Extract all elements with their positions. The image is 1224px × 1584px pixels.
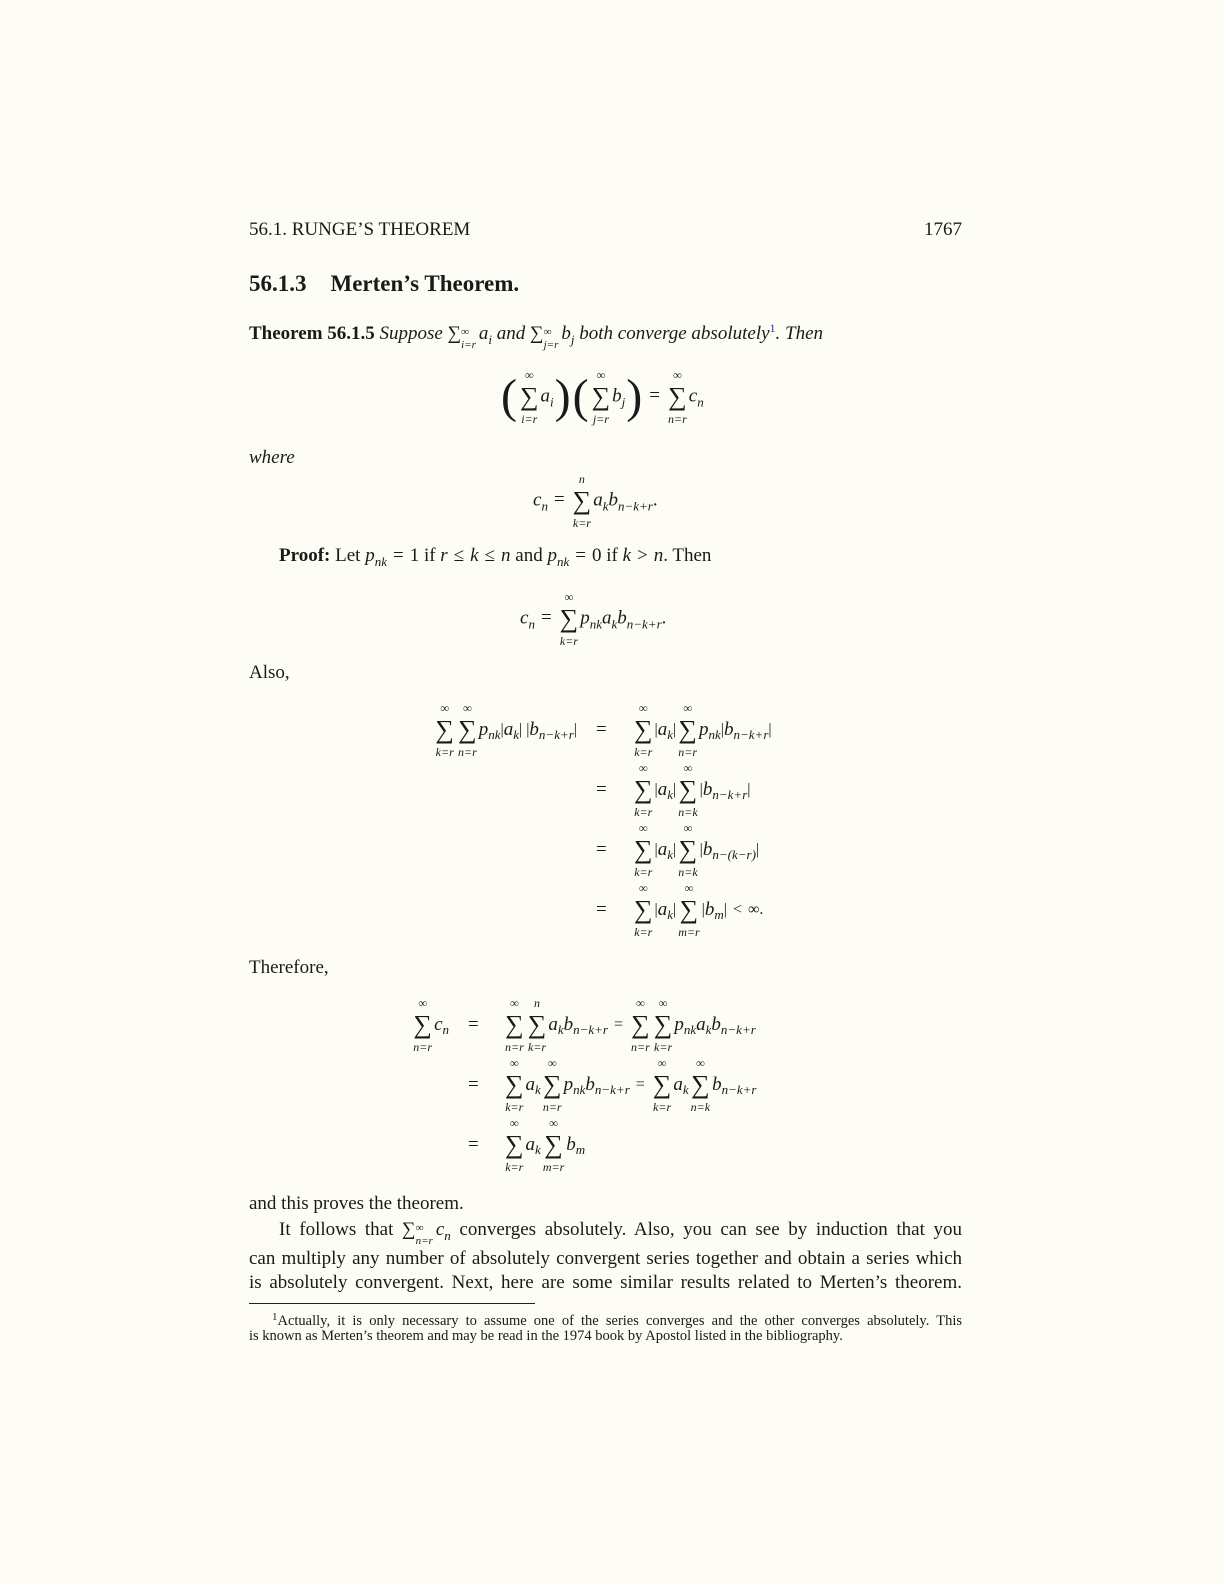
italic-text: and xyxy=(492,323,531,344)
summation xyxy=(543,1056,562,1114)
text: converges absolutely. Also, you can see by induction that you xyxy=(450,1219,962,1240)
math-subscript: nk xyxy=(683,1022,697,1037)
sum-upper-limit: ∞ xyxy=(696,1056,705,1070)
math-variable: k xyxy=(622,545,631,566)
inline-summation xyxy=(402,1218,436,1248)
sigma-symbol: ∑ xyxy=(679,895,699,924)
equals-sign: = xyxy=(596,779,607,800)
sum-lower-limit: k=r xyxy=(634,805,653,819)
text: | xyxy=(755,841,760,858)
inline-summation xyxy=(448,322,479,352)
math-variable: c xyxy=(533,489,542,511)
math-subscript: n−k+r xyxy=(721,1082,757,1097)
summation xyxy=(573,472,592,530)
sum-upper-limit: ∞ xyxy=(415,1222,424,1234)
footnote-reference: 1 xyxy=(769,321,776,335)
math-variable: b xyxy=(617,607,627,629)
math-variable: a xyxy=(696,1014,706,1035)
math-variable: b xyxy=(563,1014,574,1035)
text: . xyxy=(652,489,658,511)
math-subscript: nk xyxy=(488,727,501,742)
math-variable: b xyxy=(608,489,618,511)
sum-lower-limit: n=r xyxy=(415,1235,433,1247)
sum-upper-limit: ∞ xyxy=(418,996,427,1010)
math-variable: a xyxy=(478,323,489,344)
text: | xyxy=(500,721,504,738)
sigma-symbol: ∑ xyxy=(505,1010,524,1039)
math-subscript: n−k+r xyxy=(712,787,748,802)
math-operator: = xyxy=(575,545,586,566)
equation-rhs xyxy=(632,700,772,760)
summation xyxy=(631,996,650,1054)
math-subscript: k xyxy=(535,1082,541,1097)
text: | xyxy=(747,781,751,798)
sigma-symbol: ∑ xyxy=(591,382,611,411)
text: 0 if xyxy=(591,545,623,566)
sigma-symbol: ∑ xyxy=(435,715,454,744)
paragraph-line xyxy=(249,1247,962,1271)
math-operator: = xyxy=(649,385,660,407)
math-variable: a xyxy=(657,899,668,920)
sum-limits xyxy=(544,326,559,352)
text: | xyxy=(673,781,677,798)
sigma-symbol: ∑ xyxy=(634,775,653,804)
math-subscript: j xyxy=(570,332,575,347)
math-subscript: n xyxy=(697,394,704,410)
sigma-symbol: ∑ xyxy=(634,715,653,744)
math-subscript: n xyxy=(528,616,535,632)
sum-lower-limit: m=r xyxy=(678,925,700,939)
math-operator: < xyxy=(732,901,742,918)
math-variable: a xyxy=(657,779,668,800)
sum-lower-limit: n=r xyxy=(631,1040,650,1054)
math-variable: c xyxy=(688,385,698,407)
text: | xyxy=(673,721,677,738)
text: | xyxy=(654,901,658,918)
math-subscript: n xyxy=(442,1022,449,1037)
sum-upper-limit: ∞ xyxy=(549,1116,558,1130)
sigma-symbol: ∑ xyxy=(653,1010,673,1039)
math-subscript: k xyxy=(535,1142,541,1157)
sum-upper-limit: ∞ xyxy=(638,821,648,835)
sum-lower-limit: n=r xyxy=(413,1040,433,1054)
sum-lower-limit: j=r xyxy=(543,339,559,351)
sum-lower-limit: n=k xyxy=(678,805,698,819)
sigma-symbol: ∑ xyxy=(559,604,579,633)
text: . xyxy=(661,607,667,629)
math-variable: a xyxy=(525,1074,536,1095)
math-subscript: nk xyxy=(589,616,602,632)
math-subscript: n−k+r xyxy=(626,616,662,632)
equation-rhs xyxy=(632,880,763,940)
sum-upper-limit: ∞ xyxy=(461,326,469,338)
page-number: 1767 xyxy=(924,219,962,240)
big-parenthesis: ) xyxy=(554,370,571,423)
text: | xyxy=(768,721,772,738)
equation-rhs xyxy=(632,760,750,820)
section-heading xyxy=(249,271,519,297)
bold-label: Theorem 56.1.5 xyxy=(249,323,375,344)
sum-lower-limit: n=r xyxy=(542,1100,562,1114)
text: is absolutely convergent. Next, here are some similar results related to Merten’s theorem. xyxy=(249,1272,962,1293)
math-variable: p xyxy=(478,719,489,740)
sigma-symbol: ∑ xyxy=(631,1010,650,1039)
math-subscript: n−(k−r) xyxy=(712,847,756,862)
sum-upper-limit: ∞ xyxy=(543,326,552,338)
sum-upper-limit: n xyxy=(534,996,541,1010)
math-subscript: n−k+r xyxy=(538,727,574,742)
math-subscript: k xyxy=(667,907,674,922)
text: ∞. xyxy=(748,901,764,918)
text: | xyxy=(654,781,658,798)
footnote-text: Actually, it is only necessary to assume one of the series converges and the other converges absolutely. This xyxy=(277,1313,962,1329)
text: | xyxy=(673,901,677,918)
sum-upper-limit: ∞ xyxy=(509,1056,519,1070)
text: and this proves the theorem. xyxy=(249,1193,464,1214)
sigma-symbol: ∑ xyxy=(544,1130,563,1159)
math-subscript: i xyxy=(488,332,493,347)
sum-lower-limit: k=r xyxy=(572,516,591,530)
equals-sign: = xyxy=(468,1074,479,1095)
summation xyxy=(678,701,697,759)
sum-upper-limit: ∞ xyxy=(673,368,682,382)
italic-text: both converge absolutely xyxy=(574,323,770,344)
math-operator: ≤ xyxy=(453,545,465,566)
text: | xyxy=(673,841,677,858)
math-operator: = xyxy=(392,545,404,566)
sum-upper-limit: ∞ xyxy=(638,701,648,715)
summation xyxy=(634,701,653,759)
sigma-symbol: ∑ xyxy=(678,835,698,864)
math-variable: p xyxy=(674,1014,684,1035)
bold-label: Proof: xyxy=(279,545,331,566)
sum-lower-limit: n=r xyxy=(678,745,698,759)
sum-lower-limit: k=r xyxy=(634,865,653,879)
math-subscript: nk xyxy=(573,1082,586,1097)
sum-upper-limit: ∞ xyxy=(683,761,693,775)
math-subscript: j xyxy=(621,394,626,410)
summation xyxy=(505,1116,524,1174)
summation xyxy=(543,1116,564,1174)
sum-upper-limit: ∞ xyxy=(683,821,693,835)
inline-summation xyxy=(530,322,561,352)
where-text: where xyxy=(249,447,295,468)
theorem-statement xyxy=(249,316,962,352)
math-subscript: k xyxy=(611,616,618,632)
sum-lower-limit: n=r xyxy=(505,1040,524,1054)
sum-lower-limit: k=r xyxy=(528,1040,547,1054)
math-variable: c xyxy=(435,1219,445,1240)
text: 1 if xyxy=(409,545,441,566)
math-subscript: n−k+r xyxy=(594,1082,630,1097)
sum-upper-limit: n xyxy=(578,472,585,486)
math-subscript: k xyxy=(705,1022,712,1037)
math-variable: a xyxy=(657,839,668,860)
sum-upper-limit: ∞ xyxy=(636,996,645,1010)
italic-text: . Then xyxy=(775,323,824,344)
math-operator: = xyxy=(553,489,565,511)
equals-sign: = xyxy=(596,719,607,740)
math-subscript: k xyxy=(667,787,674,802)
math-subscript: nk xyxy=(556,554,570,569)
math-subscript: n−k+r xyxy=(617,498,653,514)
sigma-symbol: ∑ xyxy=(505,1070,524,1099)
equation-rhs xyxy=(632,820,759,880)
sum-upper-limit: ∞ xyxy=(596,368,606,382)
text: | xyxy=(654,841,658,858)
math-subscript: k xyxy=(682,1082,689,1097)
math-variable: a xyxy=(540,385,551,407)
sigma-symbol: ∑ xyxy=(527,1010,547,1039)
big-parenthesis: ) xyxy=(626,370,643,423)
math-subscript: n−k+r xyxy=(733,727,769,742)
equation-product-of-series xyxy=(500,368,704,426)
section-number: 56.1.3 xyxy=(249,271,307,296)
footnote-rule xyxy=(249,1303,535,1304)
math-subscript: nk xyxy=(374,554,387,569)
summation xyxy=(678,881,699,939)
sum-limits xyxy=(461,326,476,352)
sum-lower-limit: n=r xyxy=(668,412,687,426)
equals-sign: = xyxy=(468,1014,479,1035)
text: | xyxy=(720,721,724,738)
proof-intro xyxy=(279,544,992,574)
summation xyxy=(691,1056,710,1114)
summation xyxy=(458,701,477,759)
footnote-line: is known as Merten’s theorem and may be read in the 1974 book by Apostol listed in the bibliography. xyxy=(249,1328,843,1344)
text: Let xyxy=(330,545,366,566)
section-title: Merten’s Theorem. xyxy=(330,271,520,296)
math-variable: n xyxy=(653,545,664,566)
sigma-symbol: ∑ xyxy=(447,323,462,344)
summation xyxy=(668,368,687,426)
big-parenthesis: ( xyxy=(501,370,517,423)
summation xyxy=(678,761,697,819)
math-variable: a xyxy=(657,719,668,740)
sum-lower-limit: k=r xyxy=(634,925,653,939)
italic-text: Suppose xyxy=(374,323,448,344)
sum-lower-limit: k=r xyxy=(505,1100,524,1114)
equals-sign: = xyxy=(596,839,607,860)
sigma-symbol: ∑ xyxy=(519,382,539,411)
sum-upper-limit: ∞ xyxy=(463,701,472,715)
sum-upper-limit: ∞ xyxy=(524,368,534,382)
math-operator: > xyxy=(637,545,648,566)
paragraph-line xyxy=(279,1218,962,1248)
math-operator: ≤ xyxy=(484,545,496,566)
math-variable: a xyxy=(601,607,612,629)
text: can multiply any number of absolutely convergent series together and obtain a series which xyxy=(249,1248,962,1269)
math-variable: b xyxy=(529,719,539,740)
sum-lower-limit: j=r xyxy=(592,412,609,426)
math-subscript: m xyxy=(714,907,724,922)
math-variable: b xyxy=(704,899,715,920)
summation xyxy=(413,996,432,1054)
math-operator: = xyxy=(635,1076,645,1093)
sum-lower-limit: n=k xyxy=(690,1100,711,1114)
sum-lower-limit: k=r xyxy=(559,634,578,648)
text: | xyxy=(699,841,703,858)
sum-upper-limit: ∞ xyxy=(684,881,694,895)
equals-sign: = xyxy=(596,899,607,920)
sigma-symbol: ∑ xyxy=(668,382,687,411)
sum-lower-limit: i=r xyxy=(461,339,476,351)
sigma-symbol: ∑ xyxy=(505,1130,524,1159)
summation xyxy=(634,881,653,939)
math-variable: p xyxy=(547,545,557,566)
sum-limits xyxy=(416,1222,433,1248)
math-subscript: m xyxy=(575,1142,586,1157)
sum-lower-limit: i=r xyxy=(521,412,538,426)
math-variable: a xyxy=(525,1134,536,1155)
math-variable: p xyxy=(580,607,590,629)
sigma-symbol: ∑ xyxy=(402,1219,416,1240)
math-variable: b xyxy=(702,779,713,800)
text: and xyxy=(510,545,548,566)
sum-upper-limit: ∞ xyxy=(564,590,574,604)
math-variable: b xyxy=(702,839,713,860)
sum-lower-limit: k=r xyxy=(654,1040,673,1054)
sigma-symbol: ∑ xyxy=(678,775,698,804)
math-subscript: i xyxy=(550,394,554,410)
math-variable: b xyxy=(612,385,622,407)
math-variable: c xyxy=(434,1014,443,1035)
text: It follows that xyxy=(279,1219,403,1240)
math-variable: c xyxy=(520,607,529,629)
sigma-symbol: ∑ xyxy=(542,1070,562,1099)
sum-lower-limit: n=k xyxy=(678,865,698,879)
math-variable: b xyxy=(724,719,734,740)
big-parenthesis: ( xyxy=(572,370,589,423)
sigma-symbol: ∑ xyxy=(678,715,697,744)
math-subscript: n−k+r xyxy=(573,1022,608,1037)
sigma-symbol: ∑ xyxy=(530,323,544,344)
summation xyxy=(678,821,697,879)
sum-lower-limit: k=r xyxy=(505,1160,524,1174)
sigma-symbol: ∑ xyxy=(634,835,653,864)
equation-lhs xyxy=(411,995,449,1055)
math-subscript: nk xyxy=(708,727,721,742)
math-subscript: k xyxy=(513,727,520,742)
sum-upper-limit: ∞ xyxy=(509,1116,519,1130)
equation-cn-pnk xyxy=(520,590,666,648)
sigma-symbol: ∑ xyxy=(691,1070,710,1099)
math-variable: b xyxy=(561,323,571,344)
summation xyxy=(435,701,454,759)
math-subscript: k xyxy=(602,498,609,514)
math-variable: p xyxy=(699,719,709,740)
footnote-mark: 1 xyxy=(272,1311,278,1323)
math-subscript: n xyxy=(541,498,548,514)
sigma-symbol: ∑ xyxy=(652,1070,672,1099)
summation xyxy=(528,996,547,1054)
math-subscript: n xyxy=(444,1228,451,1243)
math-operator: = xyxy=(540,607,552,629)
math-variable: b xyxy=(566,1134,576,1155)
sum-lower-limit: n=r xyxy=(457,745,477,759)
summation xyxy=(592,368,611,426)
summation xyxy=(634,761,653,819)
summation xyxy=(505,996,524,1054)
math-variable: a xyxy=(548,1014,558,1035)
equation-cn-definition xyxy=(533,472,658,530)
math-variable: a xyxy=(503,719,514,740)
text: . Then xyxy=(663,545,712,566)
sum-upper-limit: ∞ xyxy=(440,701,449,715)
summation xyxy=(560,590,579,648)
sum-lower-limit: m=r xyxy=(542,1160,565,1174)
sum-lower-limit: k=r xyxy=(435,745,454,759)
math-subscript: k xyxy=(667,847,674,862)
math-variable: n xyxy=(501,545,511,566)
sum-upper-limit: ∞ xyxy=(638,881,648,895)
paragraph-line xyxy=(249,1271,962,1295)
math-variable: b xyxy=(712,1074,722,1095)
text: | xyxy=(573,721,577,738)
summation xyxy=(520,368,539,426)
sum-upper-limit: ∞ xyxy=(683,701,692,715)
equation-rhs xyxy=(503,995,756,1055)
also-text: Also, xyxy=(249,662,290,683)
therefore-text: Therefore, xyxy=(249,957,329,978)
sum-upper-limit: ∞ xyxy=(638,761,648,775)
summation xyxy=(654,996,673,1054)
math-operator: = xyxy=(613,1016,624,1033)
sigma-symbol: ∑ xyxy=(572,486,592,515)
text: | xyxy=(701,901,705,918)
summation xyxy=(505,1056,524,1114)
sigma-symbol: ∑ xyxy=(458,715,477,744)
math-variable: a xyxy=(673,1074,683,1095)
math-subscript: k xyxy=(557,1022,564,1037)
text: | xyxy=(723,901,727,918)
text: | | xyxy=(519,721,530,738)
math-variable: a xyxy=(593,489,603,511)
equals-sign: = xyxy=(468,1134,479,1155)
math-variable: k xyxy=(470,545,479,566)
paragraph-line xyxy=(249,1192,962,1216)
math-subscript: k xyxy=(667,727,674,742)
sum-upper-limit: ∞ xyxy=(658,996,668,1010)
equation-lhs xyxy=(433,700,577,760)
sigma-symbol: ∑ xyxy=(413,1010,432,1039)
sum-upper-limit: ∞ xyxy=(547,1056,557,1070)
text: | xyxy=(699,781,703,798)
equation-rhs xyxy=(503,1055,756,1115)
math-variable: p xyxy=(365,545,375,566)
sum-lower-limit: k=r xyxy=(634,745,653,759)
math-subscript: n−k+r xyxy=(720,1022,756,1037)
math-variable: p xyxy=(563,1074,574,1095)
running-header: 56.1. RUNGE’S THEOREM xyxy=(249,219,471,240)
sum-upper-limit: ∞ xyxy=(510,996,519,1010)
summation xyxy=(653,1056,672,1114)
math-variable: r xyxy=(440,545,448,566)
equation-rhs xyxy=(503,1115,585,1175)
sigma-symbol: ∑ xyxy=(634,895,653,924)
math-variable: b xyxy=(585,1074,595,1095)
sum-upper-limit: ∞ xyxy=(657,1056,667,1070)
text: | xyxy=(654,721,658,738)
sum-lower-limit: k=r xyxy=(653,1100,672,1114)
math-variable: b xyxy=(711,1014,721,1035)
summation xyxy=(634,821,653,879)
